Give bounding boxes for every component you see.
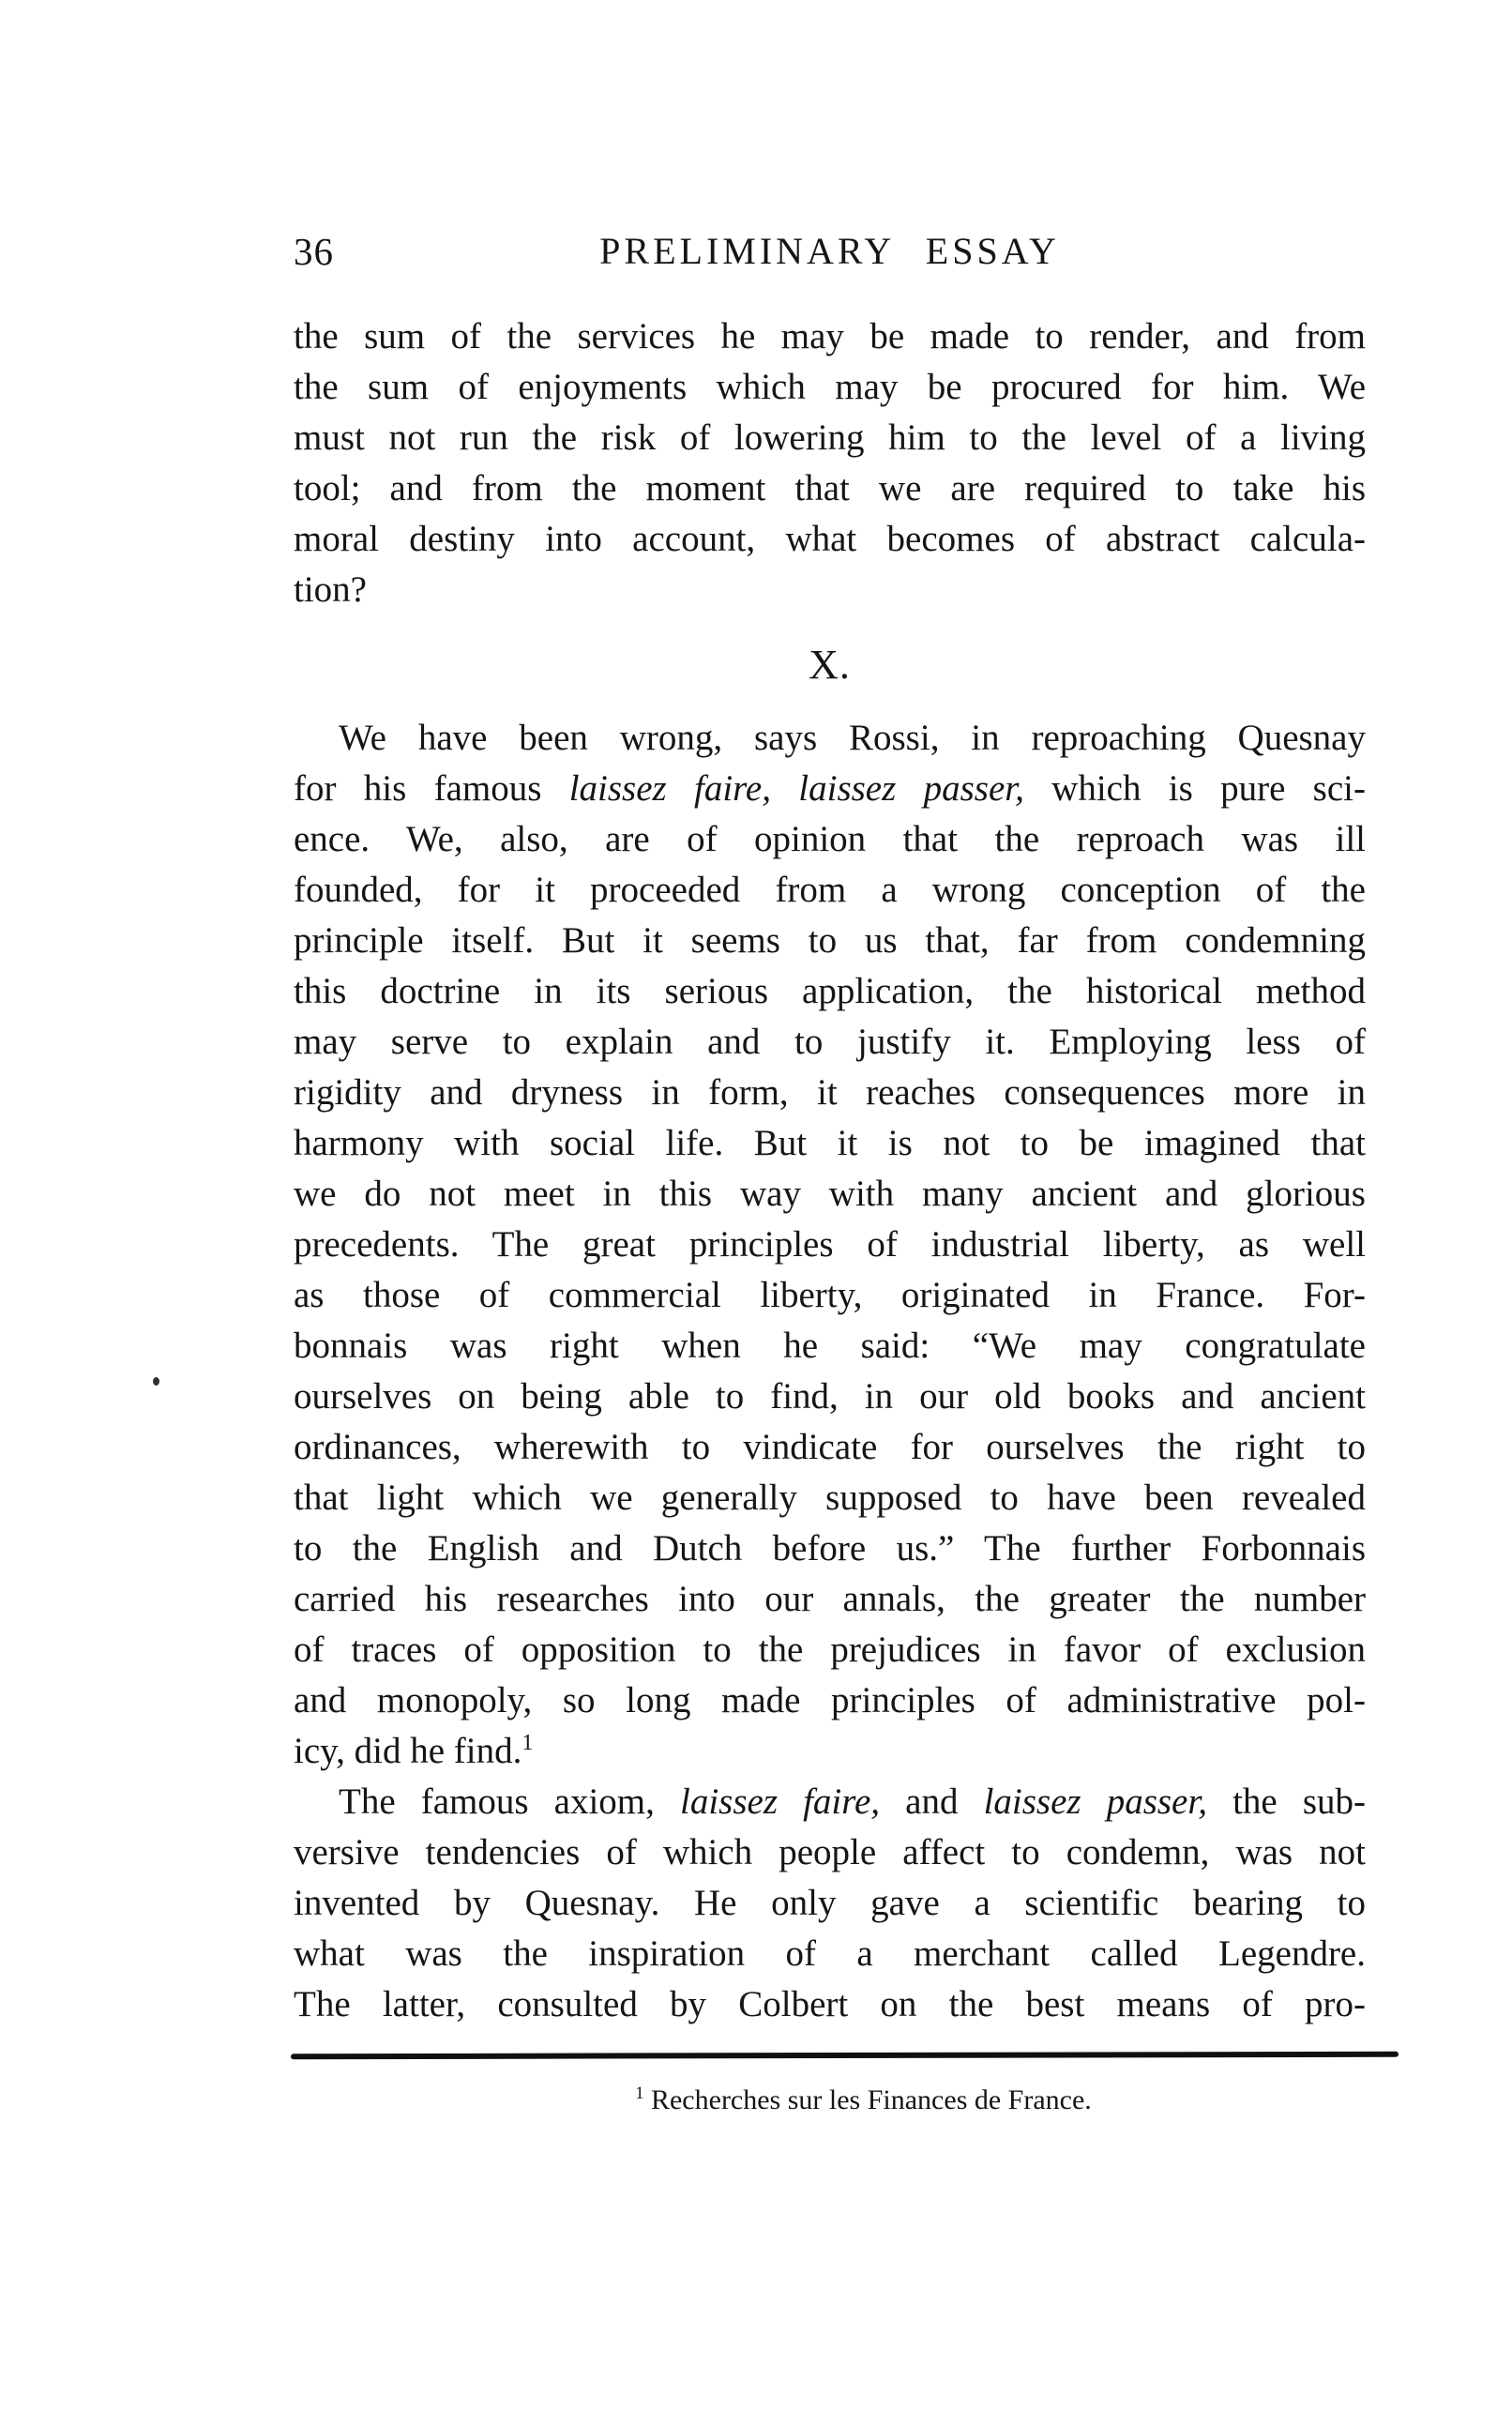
- text-line: [294, 1422, 1366, 1473]
- text-line: [294, 1068, 1366, 1118]
- running-title: PRELIMINARY ESSAY: [599, 230, 1060, 272]
- text-segment: We have been wrong, says Rossi, in reproaching Quesnay: [339, 718, 1366, 758]
- text-segment: principle itself. But it seems to us that, far from condemning: [294, 920, 1366, 961]
- text-segment: of traces of opposition to the prejudices in favor of exclusion: [294, 1629, 1366, 1670]
- text-segment: invented by Quesnay. He only gave a scientific bearing to: [294, 1883, 1366, 1923]
- text-segment: laissez faire, laissez passer,: [568, 768, 1024, 809]
- text-line: [294, 463, 1366, 514]
- paragraph: [294, 1777, 1366, 2030]
- text-segment: precedents. The great principles of industrial liberty, as well: [294, 1224, 1366, 1265]
- text-segment: bonnais was right when he said: “We may congratulate: [294, 1326, 1366, 1366]
- text-segment: ourselves on being able to find, in our old books and ancient: [294, 1376, 1366, 1417]
- text-line: [294, 1675, 1366, 1726]
- text-line: [294, 764, 1366, 814]
- text-line: [294, 1979, 1366, 2030]
- text-segment: moral destiny into account, what becomes of abstract calcula-: [294, 519, 1366, 559]
- text-segment: the sub-: [1206, 1781, 1366, 1822]
- text-line: [294, 413, 1366, 463]
- text-line: [294, 1321, 1366, 1372]
- text-segment: to the English and Dutch before us.” The further Forbonnais: [294, 1528, 1366, 1569]
- text-line: [294, 1118, 1366, 1169]
- text-segment: ence. We, also, are of opinion that the reproach was ill: [294, 819, 1366, 859]
- text-segment: for his famous: [294, 768, 569, 809]
- text-segment: carried his researches into our annals, the greater the number: [294, 1579, 1366, 1619]
- text-segment: tool; and from the moment that we are required to take his: [294, 468, 1366, 508]
- text-line: [294, 865, 1366, 916]
- text-segment: founded, for it proceeded from a wrong conception of the: [294, 870, 1366, 910]
- text-line: [294, 311, 1366, 362]
- text-segment: may serve to explain and to justify it. Employing less of: [294, 1022, 1366, 1062]
- text-segment: laissez faire,: [679, 1781, 881, 1822]
- text-segment: this doctrine in its serious application, the historical method: [294, 971, 1366, 1011]
- text-line: [294, 1726, 1366, 1777]
- footnote-marker: 1: [635, 2084, 644, 2103]
- paragraph-slot-1: [294, 311, 1366, 615]
- text-segment: versive tendencies of which people affect to condemn, was not: [294, 1832, 1366, 1872]
- text-line: [294, 814, 1366, 865]
- text-segment: what was the inspiration of a merchant called Legendre.: [294, 1933, 1366, 1974]
- text-line: [294, 565, 1366, 615]
- text-line: [294, 1220, 1366, 1270]
- text-segment: the sum of the services he may be made to render, and from: [294, 316, 1366, 356]
- text-segment: must not run the risk of lowering him to the level of a living: [294, 417, 1366, 458]
- text-segment: as those of commercial liberty, originated in France. For-: [294, 1275, 1366, 1315]
- stray-ink-mark: [153, 1377, 159, 1386]
- footnote-rule: [291, 2052, 1399, 2059]
- text-line: [294, 1574, 1366, 1625]
- footnote: [327, 2075, 1399, 2126]
- text-segment: harmony with social life. But it is not to be imagined that: [294, 1123, 1366, 1163]
- body-text: [294, 311, 1366, 2126]
- text-line: [294, 362, 1366, 413]
- footnote-text: Recherches sur les Finances de France.: [650, 2084, 1092, 2115]
- text-line: [294, 1523, 1366, 1574]
- section-heading: X.: [809, 642, 851, 688]
- text-line: [294, 1169, 1366, 1220]
- text-line: [294, 1017, 1366, 1068]
- text-line: [294, 1827, 1366, 1878]
- paragraph-slot-rest: [294, 713, 1366, 2030]
- text-segment: laissez passer,: [983, 1781, 1207, 1822]
- text-line: [294, 713, 1366, 764]
- text-segment: The latter, consulted by Colbert on the best means of pro-: [294, 1984, 1366, 2024]
- text-line: [294, 966, 1366, 1017]
- text-line: [294, 514, 1366, 565]
- page-number: 36: [294, 230, 334, 273]
- text-line: [294, 1372, 1366, 1422]
- text-segment: which is pure sci-: [1023, 768, 1366, 809]
- text-line: [294, 1625, 1366, 1675]
- text-segment: The famous axiom,: [339, 1781, 680, 1822]
- paragraph: [294, 311, 1366, 615]
- text-segment: that light which we generally supposed to have been revealed: [294, 1478, 1366, 1518]
- text-segment: icy, did he find.: [294, 1731, 522, 1771]
- text-segment: and monopoly, so long made principles of administrative pol-: [294, 1680, 1366, 1720]
- text-segment: we do not meet in this way with many ancient and glorious: [294, 1174, 1366, 1214]
- text-line: [294, 1878, 1366, 1929]
- text-line: [294, 1777, 1366, 1827]
- text-segment: and: [880, 1781, 984, 1822]
- text-segment: rigidity and dryness in form, it reaches consequences more in: [294, 1072, 1366, 1113]
- footnote-reference: 1: [522, 1730, 534, 1755]
- text-line: [294, 1929, 1366, 1979]
- text-segment: tion?: [294, 569, 367, 610]
- paragraph: [294, 713, 1366, 1777]
- text-line: [294, 1270, 1366, 1321]
- text-segment: ordinances, wherewith to vindicate for ourselves the right to: [294, 1427, 1366, 1467]
- text-line: [294, 916, 1366, 966]
- text-line: [294, 1473, 1366, 1523]
- text-segment: the sum of enjoyments which may be procured for him. We: [294, 367, 1366, 407]
